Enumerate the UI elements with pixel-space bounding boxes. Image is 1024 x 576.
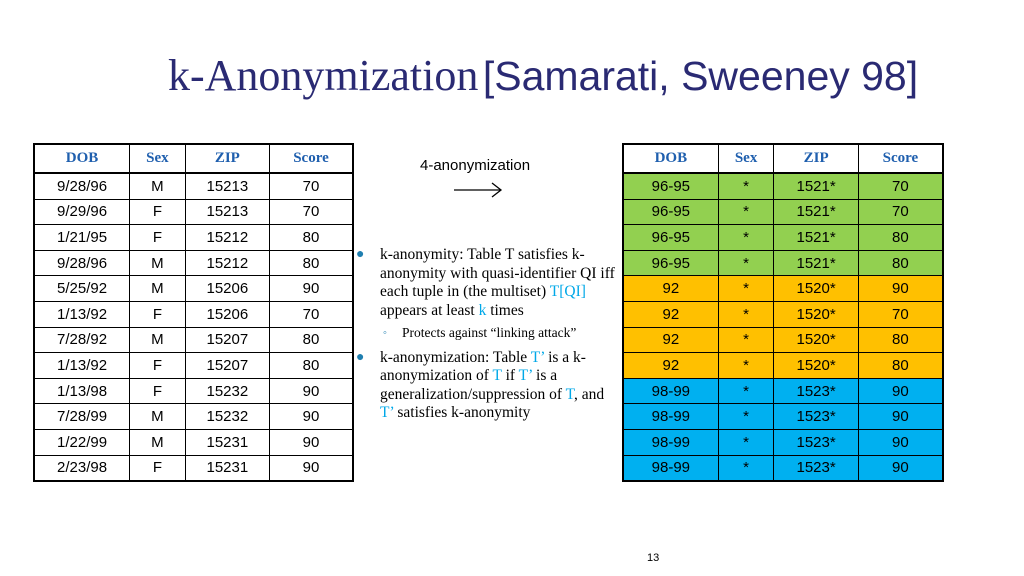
table-cell: F [130,225,186,251]
table-cell: 92 [623,276,718,302]
table-cell: * [718,225,774,251]
table-cell: 96-95 [623,225,718,251]
table-row [34,250,353,276]
table-cell: 1520* [774,301,858,327]
bullet-highlight: T [565,385,574,403]
table-row [623,250,943,276]
bullet-highlight: T [492,367,502,384]
bullet-text: is a k-anonymization of [380,348,586,384]
sub-bullet-linking-attack [356,324,618,343]
table-cell: 15207 [185,353,269,379]
table-cell: 98-99 [623,455,718,481]
table-row [34,378,353,404]
table-cell: 1/21/95 [34,225,130,251]
table-cell: * [718,353,774,379]
anonymized-table-header-row [623,144,943,173]
table-cell: 1521* [774,199,858,225]
anonymized-header-sex: Sex [718,144,774,173]
table-cell: 90 [858,429,943,455]
table-cell: 96-95 [623,199,718,225]
table-cell: 98-99 [623,429,718,455]
table-cell: 96-95 [623,173,718,199]
table-cell: 80 [269,327,353,353]
table-cell: 5/25/92 [34,276,130,302]
table-cell: 90 [269,455,353,481]
table-cell: 15206 [185,276,269,302]
table-row [623,327,943,353]
table-cell: 15213 [185,199,269,225]
bullet-text: k-anonymity: Table T satisfies k-anonymity with quasi-identifier QI iff each tuple in (the multiset) [380,246,615,300]
table-cell: 15231 [185,455,269,481]
table-cell: 90 [269,429,353,455]
right-arrow-icon [448,170,508,204]
slide-title-main: k-Anonymization [168,51,479,100]
bullet-highlight: T’ [518,367,533,384]
anonymized-table [622,143,944,482]
table-row [34,276,353,302]
table-cell: 92 [623,301,718,327]
table-row [34,455,353,481]
table-cell: * [718,276,774,302]
table-row [623,276,943,302]
anonymized-table-body [623,173,943,481]
table-row [34,301,353,327]
table-cell: 15231 [185,429,269,455]
sub-bullet-text: Protects against “linking attack” [402,325,577,340]
table-cell: * [718,250,774,276]
slide-title [168,50,918,101]
table-cell: M [130,327,186,353]
table-cell: 92 [623,353,718,379]
table-cell: 1523* [774,378,858,404]
table-row [623,353,943,379]
original-header-dob: DOB [34,144,130,173]
table-cell: 80 [269,225,353,251]
table-cell: 15212 [185,250,269,276]
table-row [623,404,943,430]
table-row [34,173,353,199]
table-cell: 70 [858,301,943,327]
table-cell: F [130,301,186,327]
table-cell: 2/23/98 [34,455,130,481]
original-header-score: Score [269,144,353,173]
table-row [623,225,943,251]
table-cell: F [130,353,186,379]
table-row [34,429,353,455]
table-cell: 1521* [774,173,858,199]
original-table-header-row [34,144,353,173]
table-row [623,301,943,327]
table-cell: 70 [269,301,353,327]
sub-bullet-ring-icon: ◦ [383,327,387,339]
table-cell: 15207 [185,327,269,353]
original-header-sex: Sex [130,144,186,173]
table-cell: 92 [623,327,718,353]
bullet-text: appears at least [380,301,479,319]
table-cell: F [130,199,186,225]
table-cell: 98-99 [623,378,718,404]
table-cell: 9/29/96 [34,199,130,225]
table-cell: 15206 [185,301,269,327]
table-cell: 90 [269,404,353,430]
table-cell: 15212 [185,225,269,251]
table-row [34,327,353,353]
transform-label: 4-anonymization [420,157,531,174]
bullet-text: is a generalization/suppression of [380,367,566,403]
bullet-highlight: T[QI] [549,283,586,300]
definition-bullets [356,246,618,423]
table-cell: F [130,455,186,481]
table-cell: 80 [858,250,943,276]
table-cell: 1/22/99 [34,429,130,455]
table-cell: * [718,199,774,225]
table-cell: * [718,429,774,455]
bullet-text: , and [574,385,605,403]
table-cell: 1/13/92 [34,301,130,327]
table-cell: 7/28/99 [34,404,130,430]
slide-title-citation: [Samarati, Sweeney 98] [482,53,919,99]
table-cell: 80 [858,225,943,251]
table-cell: 1523* [774,455,858,481]
table-cell: 1523* [774,429,858,455]
table-row [34,404,353,430]
bullet-k-anonymity [356,246,618,320]
bullet-highlight: T’ [380,404,394,421]
original-table-body [34,173,353,481]
table-cell: 70 [269,199,353,225]
bullet-text: if [501,367,519,384]
table-cell: F [130,378,186,404]
table-row [34,225,353,251]
table-cell: 70 [858,173,943,199]
table-cell: 1520* [774,327,858,353]
original-table [33,143,354,482]
table-cell: * [718,301,774,327]
table-cell: 90 [858,378,943,404]
anonymized-header-dob: DOB [623,144,718,173]
table-row [623,199,943,225]
table-cell: 15213 [185,173,269,199]
table-cell: 1520* [774,276,858,302]
table-cell: 90 [858,276,943,302]
anonymized-header-score: Score [858,144,943,173]
table-cell: M [130,404,186,430]
bullet-dot-icon: ● [356,349,365,365]
original-header-zip: ZIP [185,144,269,173]
table-row [623,378,943,404]
table-cell: 96-95 [623,250,718,276]
table-cell: M [130,250,186,276]
table-cell: 15232 [185,378,269,404]
anonymized-header-zip: ZIP [774,144,858,173]
table-cell: 80 [269,353,353,379]
table-cell: 98-99 [623,404,718,430]
bullet-highlight: T’ [530,348,545,366]
bullet-dot-icon: ● [356,247,365,262]
table-cell: 70 [858,199,943,225]
table-cell: * [718,455,774,481]
table-cell: 15232 [185,404,269,430]
table-cell: 80 [858,327,943,353]
table-cell: 90 [858,404,943,430]
table-cell: M [130,173,186,199]
bullet-highlight: k [478,301,487,319]
table-cell: M [130,429,186,455]
table-cell: 90 [269,276,353,302]
table-row [623,429,943,455]
table-cell: * [718,378,774,404]
table-cell: 80 [858,353,943,379]
page-number: 13 [647,552,660,564]
table-cell: 1520* [774,353,858,379]
table-cell: M [130,276,186,302]
bullet-k-anonymization [356,349,618,423]
bullet-text: times [486,301,524,319]
table-cell: * [718,173,774,199]
table-row [34,353,353,379]
table-row [623,173,943,199]
table-cell: 1523* [774,404,858,430]
table-cell: 70 [269,173,353,199]
table-cell: 80 [269,250,353,276]
table-cell: 9/28/96 [34,173,130,199]
table-cell: 1521* [774,225,858,251]
table-cell: 1521* [774,250,858,276]
table-cell: 9/28/96 [34,250,130,276]
bullet-text: k-anonymization: Table [380,348,531,366]
table-row [623,455,943,481]
table-cell: 90 [269,378,353,404]
table-row [34,199,353,225]
table-cell: 1/13/98 [34,378,130,404]
table-cell: 90 [858,455,943,481]
table-cell: 7/28/92 [34,327,130,353]
table-cell: 1/13/92 [34,353,130,379]
bullet-text: satisfies k-anonymity [393,404,531,421]
table-cell: * [718,404,774,430]
table-cell: * [718,327,774,353]
